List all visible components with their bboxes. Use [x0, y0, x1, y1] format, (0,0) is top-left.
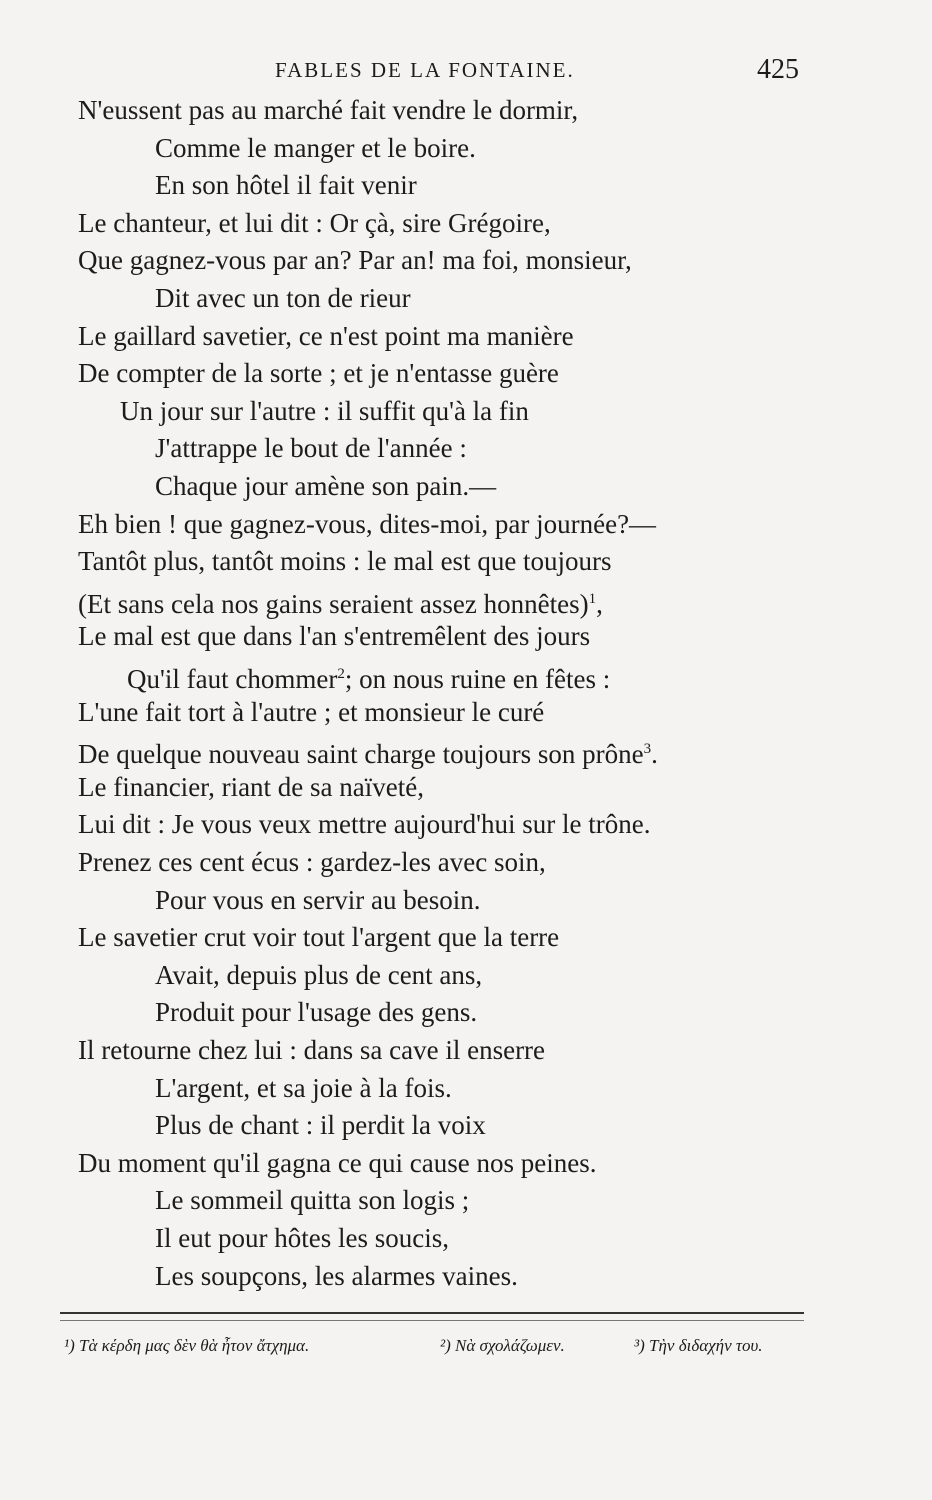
poem-line-text: L'argent, et sa joie à la fois. [155, 1072, 452, 1103]
poem-line [120, 393, 529, 429]
poem-line-text: Eh bien ! que gagnez-vous, dites-moi, par journée?— [78, 508, 657, 539]
poem-line [78, 581, 603, 617]
page-number: 425 [757, 54, 799, 85]
poem-line [155, 957, 482, 993]
poem-line [78, 355, 559, 391]
poem-line-text: Il retourne chez lui : dans sa cave il enserre [78, 1035, 546, 1065]
poem-line-text: Le mal est que dans l'an s'entremêlent des jours [78, 621, 591, 652]
poem-line-text: Qu'il faut chommer [127, 664, 338, 694]
poem-line-text: Le chanteur, et lui dit : Or çà, sire Grégoire, [78, 207, 551, 238]
poem-line-text: De quelque nouveau saint charge toujours son prône [78, 739, 644, 770]
poem-line [78, 506, 656, 542]
running-title: FABLES DE LA FONTAINE. [275, 58, 575, 82]
poem-line [155, 468, 496, 504]
poem-line [78, 806, 651, 842]
page-header [0, 54, 932, 88]
poem-line [78, 205, 551, 241]
poem-line [78, 92, 578, 128]
footnote-text: Τὰ κέρδη μας δὲν θὰ ἦτον ἄτχημα. [79, 1336, 310, 1355]
poem-line [78, 769, 424, 805]
poem-line [155, 130, 476, 166]
poem-line [155, 1182, 469, 1218]
poem-line [78, 919, 559, 955]
poem-line-text: Tantôt plus, tantôt moins : le mal est que toujours [78, 546, 612, 577]
poem-line-text: , [596, 588, 603, 619]
poem-line-text: Comme le manger et le boire. [155, 132, 476, 163]
poem-line [78, 618, 590, 654]
poem-line [155, 994, 477, 1030]
poem-line [155, 1220, 449, 1256]
footnote-mark: ²) [440, 1336, 451, 1355]
poem-line-text: . [651, 739, 658, 770]
poem-line [155, 882, 480, 918]
poem-line [78, 1032, 545, 1068]
poem-line-text: L'une fait tort à l'autre ; et monsieur le curé [78, 696, 545, 727]
poem-line-text: En son hôtel il fait venir [155, 170, 417, 201]
poem-line-text: Pour vous en servir au besoin. [155, 884, 481, 915]
poem-line-text: N'eussent pas au marché fait vendre le dormir, [78, 95, 579, 125]
poem-line [78, 242, 632, 278]
poem-line [78, 1145, 596, 1181]
poem-line-text: Le savetier crut voir tout l'argent que la terre [78, 922, 560, 953]
poem-line-text: Dit avec un ton de rieur [155, 283, 411, 313]
poem-line-text: De compter de la sorte ; et je n'entasse guère [78, 358, 559, 389]
footnote-ref: 1 [588, 590, 597, 607]
poem-line-text: Les soupçons, les alarmes vaines. [155, 1260, 518, 1291]
poem-line-text: Le sommeil quitta son logis ; [155, 1185, 470, 1216]
poem-line-text: ; on nous ruine en fêtes : [344, 664, 611, 694]
footnote-rule [60, 1312, 804, 1314]
poem-line-text: Plus de chant : il perdit la voix [155, 1110, 486, 1141]
poem-line [78, 694, 544, 730]
poem-line-text: Avait, depuis plus de cent ans, [155, 959, 483, 990]
poem-line [127, 656, 610, 692]
poem-line [155, 280, 411, 316]
poem-line-text: Produit pour l'usage des gens. [155, 997, 478, 1028]
poem-line-text: Prenez ces cent écus : gardez-les avec soin, [78, 847, 546, 877]
poem-line-text: (Et sans cela nos gains seraient assez honnêtes) [78, 588, 589, 619]
poem-line-text: Que gagnez-vous par an? Par an! ma foi, monsieur, [78, 245, 632, 276]
footnote-mark: ¹) [64, 1336, 75, 1355]
footnote-text: Νὰ σχολάζωμεν. [455, 1336, 565, 1355]
poem-line [78, 731, 658, 770]
footnote-2 [440, 1336, 565, 1356]
poem-line-text: Le gaillard savetier, ce n'est point ma manière [78, 320, 574, 351]
poem-line-text: Lui dit : Je vous veux mettre aujourd'hui sur le trône. [78, 809, 651, 840]
footnote-ref: 2 [337, 666, 345, 682]
footnote-rule-thin [60, 1320, 804, 1321]
footnote-1 [64, 1336, 309, 1356]
poem-line [155, 1258, 518, 1294]
poem-line [155, 430, 467, 466]
poem-line-text: Du moment qu'il gagna ce qui cause nos peines. [78, 1147, 597, 1178]
poem-line-text: Un jour sur l'autre : il suffit qu'à la fin [120, 395, 529, 426]
poem-line-text: Il eut pour hôtes les soucis, [155, 1223, 449, 1253]
footnote-text: Τὴν διδαχήν του. [649, 1336, 763, 1355]
footnote-3 [634, 1336, 763, 1356]
poem-line [155, 1070, 452, 1106]
poem-line [78, 543, 612, 579]
footnote-ref: 3 [643, 741, 652, 758]
poem-line [78, 318, 574, 354]
footnote-mark: ³) [634, 1336, 645, 1355]
poem-line [155, 167, 417, 203]
poem-line [78, 844, 546, 880]
poem-line-text: Le financier, riant de sa naïveté, [78, 771, 424, 802]
poem-line [155, 1107, 486, 1143]
poem-line-text: J'attrappe le bout de l'année : [155, 433, 467, 464]
poem-line-text: Chaque jour amène son pain.— [155, 471, 497, 501]
